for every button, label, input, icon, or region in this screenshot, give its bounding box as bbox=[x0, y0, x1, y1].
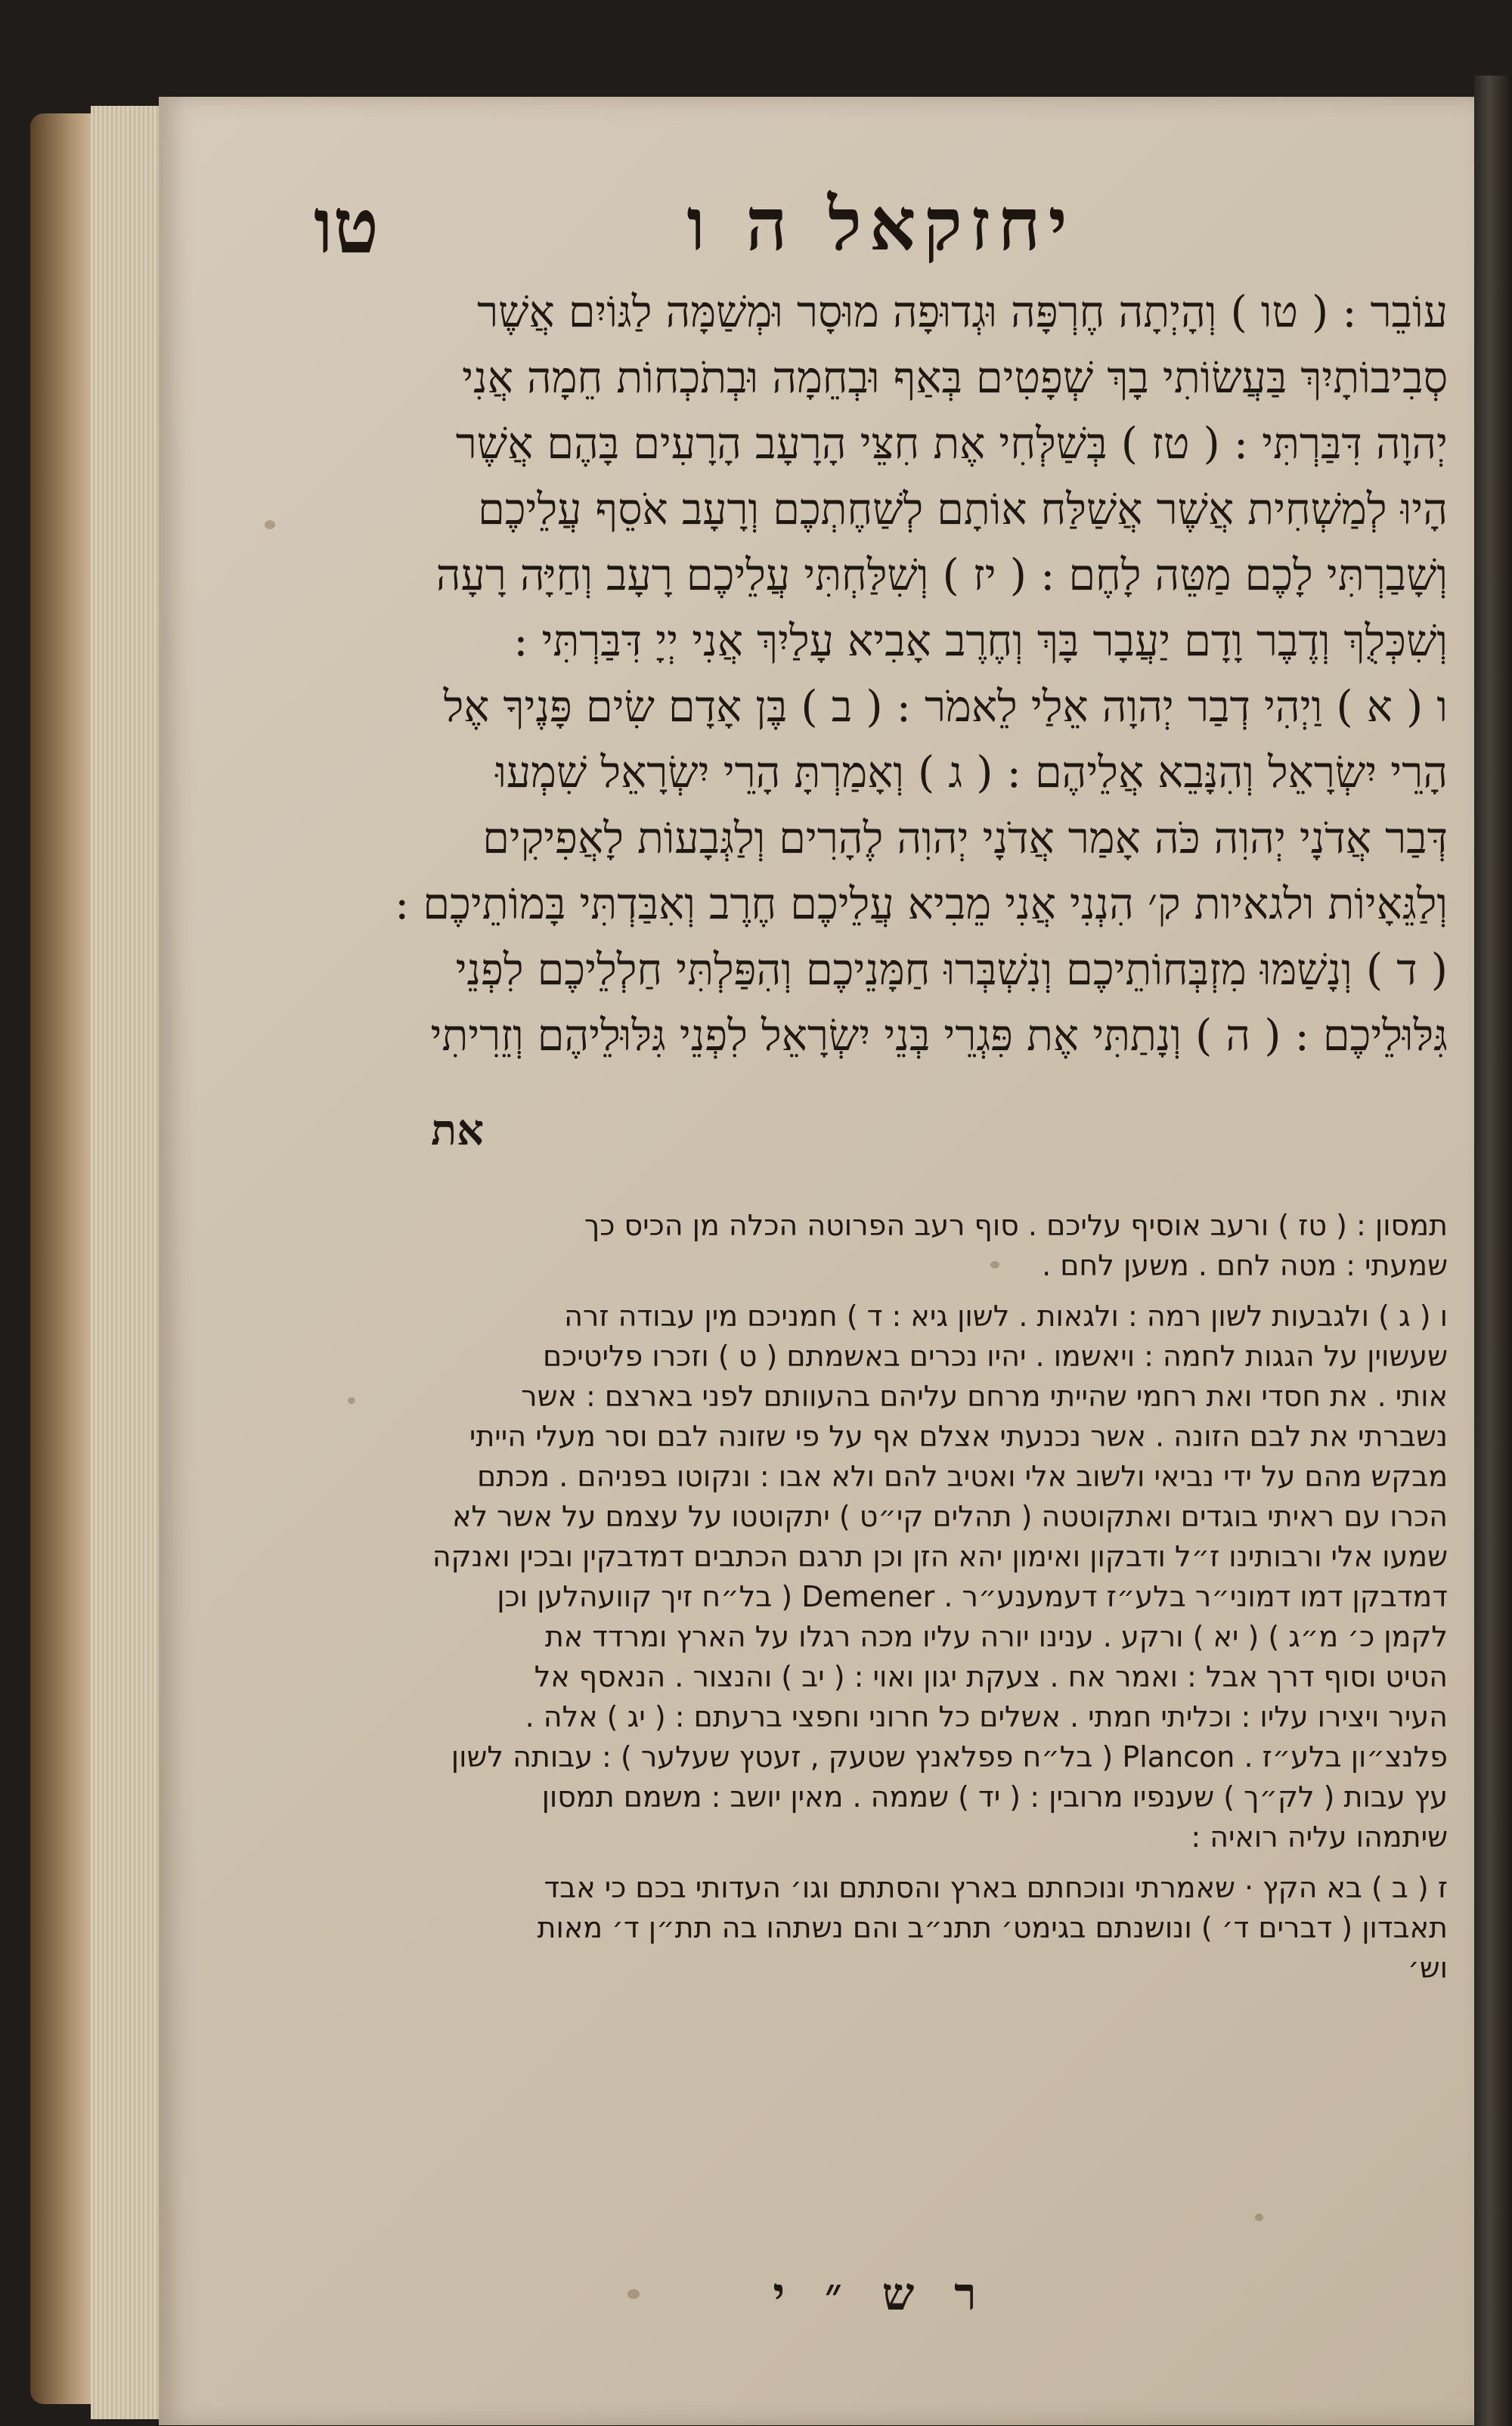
main-text-line: גִּלּוּלֵיכֶם : ( ה ) וְנָתַתִּי אֶת פִּגְרֵי בְּנֵי יִשְׂרָאֵל לִפְנֵי גִּלּוּלֵיהֶם וְזֵרִיתִי bbox=[430, 1011, 1448, 1061]
commentary-line: שיתמהו עליה רואיה : bbox=[1191, 1820, 1448, 1854]
commentary-line: אותי . את חסדי ואת רחמי שהייתי מרחם עליהם בהעוותם לפני בארצם : אשר bbox=[521, 1380, 1448, 1413]
main-text-line: וְשָׁבַרְתִּי לָכֶם מַטֵּה לָחֶם : ( יז ) וְשִׁלַּחְתִּי עֲלֵיכֶם רָעָב וְחַיָּה רָעָה bbox=[435, 550, 1448, 600]
paragraph-gap bbox=[314, 1286, 1448, 1297]
main-text-line: יְהוָה דִּבַּרְתִּי : ( טז ) בְּשַׁלְּחִי אֶת חִצֵּי הָרָעָב הָרָעִים בָּהֶם אֲשֶׁר bbox=[455, 419, 1448, 469]
commentary-line: תמסון : ( טז ) ורעב אוסיף עליכם . סוף רעב הפרוטה הכלה מן הכיס כך bbox=[584, 1209, 1448, 1242]
commentary-line: הכרו עם ראיתי בוגדים ואתקוטטה ( תהלים קי״ט ) יתקוטטו על עצמם על אשר לא bbox=[452, 1500, 1448, 1533]
paragraph-gap bbox=[314, 1857, 1448, 1868]
commentary-block bbox=[314, 1206, 1448, 1988]
commentary-line: שעשוין על הגגות לחמה : ויאשמו . יהיו נכרים באשמתם ( ט ) וזכרו פליטיכם bbox=[543, 1340, 1448, 1373]
main-text-line: עוֹבֵר : ( טו ) וְהָיְתָה חֶרְפָּה וּגְדוּפָה מוּסָר וּמְשַׁמָּה לַגּוֹיִם אֲשֶׁר bbox=[477, 287, 1448, 337]
commentary-line: לקמן כ׳ מ״ג ) ( יא ) ורקע . ענינו יורה עליו מכה רגלו על הארץ ומרדד את bbox=[544, 1620, 1448, 1653]
main-text-line: ( ד ) וְנָשַׁמּוּ מִזְבְּחוֹתֵיכֶם וְנִשְׁבְּרוּ חַמָּנֵיכֶם וְהִפַּלְתִּי חַלְלֵיכֶם לִפְנֵי bbox=[455, 945, 1448, 995]
running-header bbox=[314, 181, 1448, 280]
page-edges bbox=[91, 106, 163, 2419]
commentary-line: דמדבקן דמו דמוני״ר בלע״ז דעמענע״ר . Demener ( בל״ח זיך קוועהלען וכן bbox=[497, 1580, 1448, 1613]
foxing-spot bbox=[1255, 2214, 1263, 2221]
commentary-line: מבקש מהם על ידי נביאי ולשוב אלי ואטיב להם ולא אבו : ונקוטו בפניהם . מכתם bbox=[477, 1460, 1448, 1493]
main-text-line: סְבִיבוֹתָיִךְ בַּעֲשׂוֹתִי בָךְ שְׁפָטִים בְּאַף וּבְחֵמָה וּבְתֹכְחוֹת חֵמָה אֲנִי bbox=[462, 353, 1448, 403]
main-text-line: הָרֵי יִשְׂרָאֵל וְהִנָּבֵא אֲלֵיהֶם : ( ג ) וְאָמַרְתָּ הָרֵי יִשְׂרָאֵל שִׁמְעוּ bbox=[495, 748, 1448, 798]
commentary-line: וש׳ bbox=[1407, 1951, 1448, 1984]
page-title: יחזקאל ה ו bbox=[686, 181, 1075, 267]
main-text-line: וְלַגֵּאָיוֹת ולגאיות ק׳ הִנְנִי אֲנִי מֵבִיא עֲלֵיכֶם חֶרֶב וְאִבַּדְתִּי בָּמוֹתֵיכֶם : bbox=[395, 879, 1448, 929]
commentary-line: ו ( ג ) ולגבעות לשון רמה : ולגאות . לשון גיא : ד ) חמניכם מין עבודה זרה bbox=[564, 1300, 1448, 1333]
commentary-line: עץ עבות ( לק״ך ) שענפיו מרובין : ( יד ) שממה . מאין יושב : משמם תמסון bbox=[541, 1780, 1448, 1814]
foxing-spot bbox=[265, 520, 275, 529]
main-text-line: וְשִׁכְּלֻךְ וְדֶבֶר וָדָם יַעֲבָר בָּךְ וְחֶרֶב אָבִיא עָלַיִךְ אֲנִי יְיָ דִּבַּרְתִּי : bbox=[513, 616, 1448, 666]
main-text-line: דְּבַר אֲדֹנָי יְהוִה כֹּה אָמַר אֲדֹנָי יְהוִה לֶהָרִים וְלַגְּבָעוֹת לָאֲפִיקִים bbox=[482, 813, 1448, 863]
commentary-line: שמעו אלי ורבותינו ז״ל ודבקון ואימון יהא הזן וכן תרגם הכתבים דמדבקין ובכין ואנקה bbox=[432, 1540, 1448, 1573]
main-text-block bbox=[314, 280, 1448, 1069]
commentary-line: העיר ויצירו עליו : וכליתי חמתי . אשלים כל חרוני וחפצי ברעתם : ( יג ) אלה . bbox=[525, 1700, 1448, 1734]
page-number: טו bbox=[314, 181, 379, 271]
commentary-line: הטיט וסוף דרך אבל : ואמר אח . צעקת יגון ואוי : ( יב ) והנצור . הנאסף אל bbox=[534, 1660, 1448, 1693]
facing-page-gutter bbox=[1474, 76, 1512, 2426]
commentary-line: ז ( ב ) בא הקץ · שאמרתי ונוכחתם בארץ והסתתם וגו׳ העדותי בכם כי אבד bbox=[544, 1871, 1448, 1904]
main-text-line: הָיוּ לְמַשְׁחִית אֲשֶׁר אֲשַׁלַּח אוֹתָם לְשַׁחֶתְכֶם וְרָעָב אֹסֵף עֲלֵיכֶם bbox=[478, 485, 1448, 534]
commentary-line: פלנצ״ון בלע״ז . Plancon ( בל״ח פפלאנץ שטעק , זעטץ שעלער ) : עבותה לשון bbox=[451, 1740, 1448, 1774]
rashi-heading: ר ש ״ י bbox=[773, 2268, 989, 2321]
commentary-line: נשברתי את לבם הזונה . אשר נכנעתי אצלם אף על פי שזונה לבם וסר מעלי הייתי bbox=[469, 1420, 1448, 1453]
main-text-line: ו ( א ) וַיְהִי דְבַר יְהוָה אֵלַי לֵאמֹר : ( ב ) בֶּן אָדָם שִׂים פָּנֶיךָ אֶל bbox=[443, 682, 1448, 732]
commentary-line: שמעתי : מטה לחם . משען לחם . bbox=[1042, 1249, 1448, 1282]
catchword: את bbox=[431, 1105, 485, 1155]
commentary-line: תאבדון ( דברים ד׳ ) ונושנתם בגימט׳ תתנ״ב והם נשתהו בה תת״ן ד׳ מאות bbox=[537, 1911, 1448, 1944]
